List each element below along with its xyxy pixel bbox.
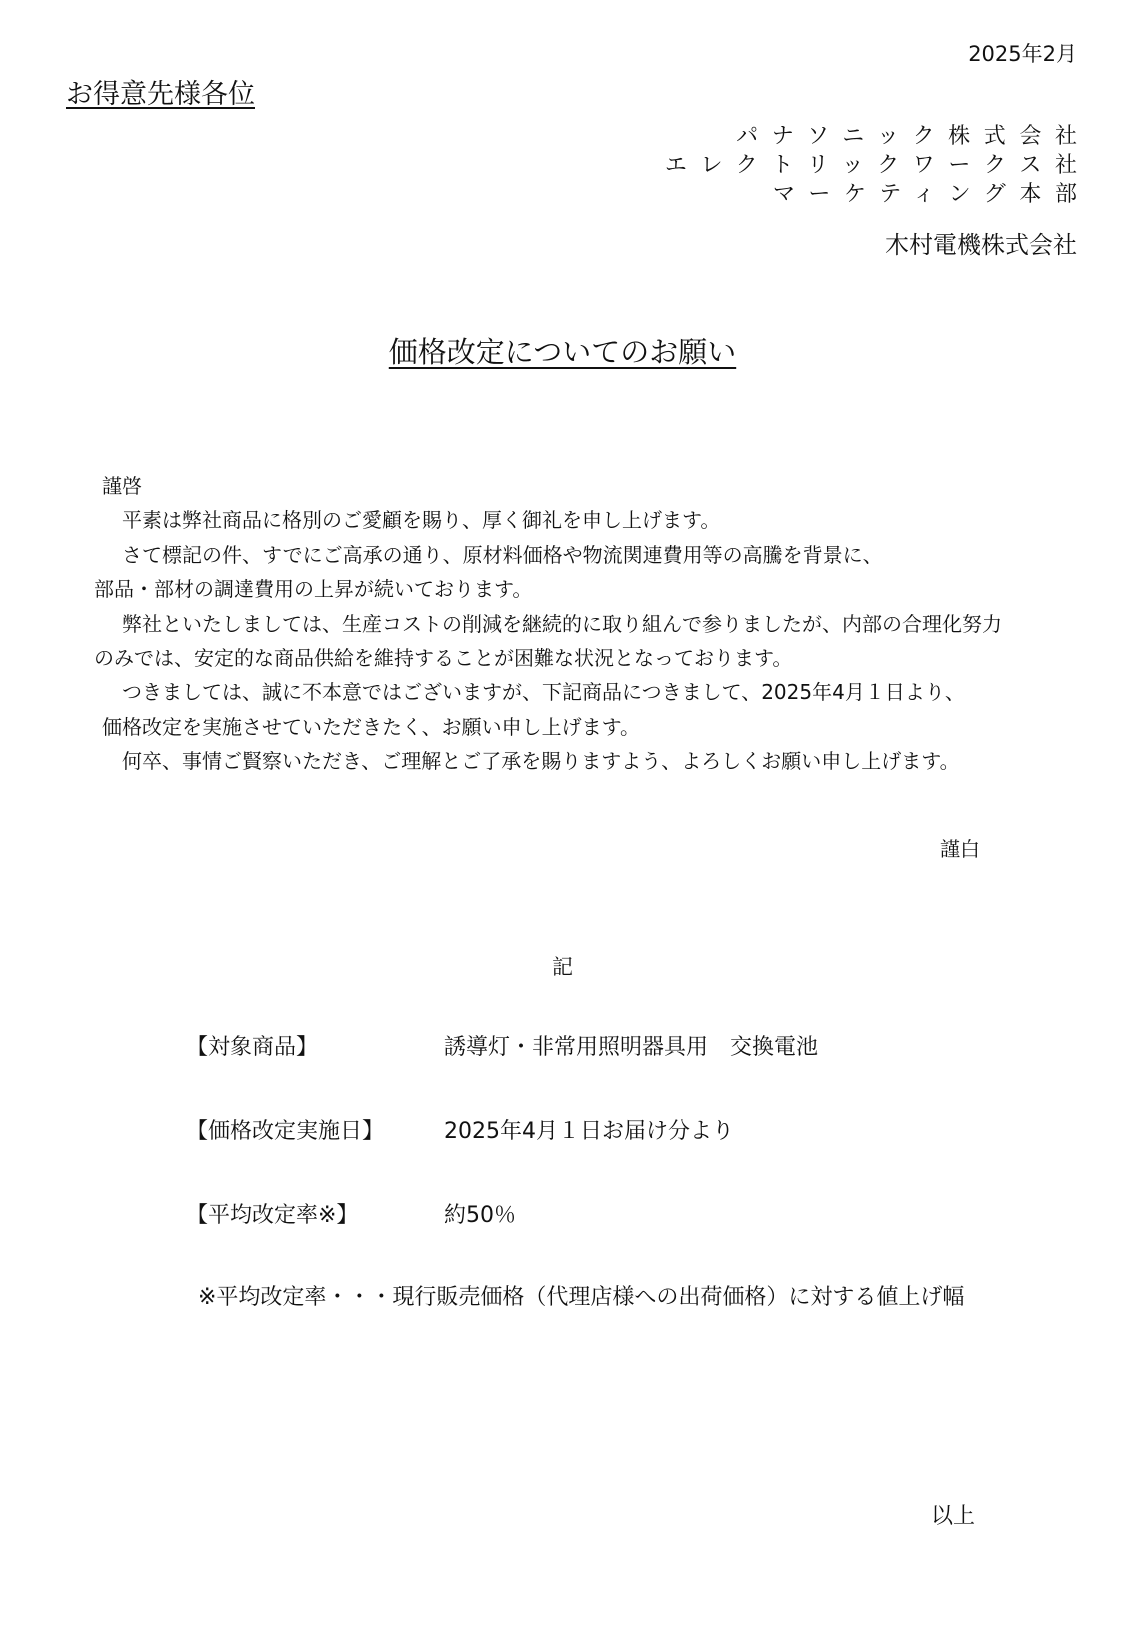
average-rate-label: 【平均改定率※】	[186, 1203, 359, 1228]
issuer-department: マーケティング本部	[772, 182, 1091, 207]
document-title-text: 価格改定についてのお願い	[388, 335, 737, 369]
recipient: お得意先様各位	[66, 79, 255, 110]
target-product-value: 誘導灯・非常用照明器具用 交換電池	[444, 1035, 819, 1060]
body-paragraph: つきましては、誠に不本意ではございますが、下記商品につきまして、2025年4月１日より、	[122, 680, 965, 705]
document-title	[0, 330, 1125, 371]
body-paragraph: 平素は弊社商品に格別のご愛顧を賜り、厚く御礼を申し上げます。	[122, 508, 721, 533]
average-rate-value: 約50％	[444, 1203, 516, 1228]
end-mark: 以上	[930, 1504, 975, 1529]
body-paragraph: 価格改定を実施させていただきたく、お願い申し上げます。	[102, 714, 640, 739]
issuer-block	[664, 122, 1091, 209]
document-date: 2025年2月	[968, 42, 1077, 66]
letter-body	[94, 469, 1002, 779]
opening-salutation: 謹啓	[102, 474, 142, 498]
body-paragraph: 部品・部材の調達費用の上昇が続いております。	[94, 577, 533, 602]
body-paragraph: 何卒、事情ご賢察いただき、ご理解とご了承を賜りますよう、よろしくお願い申し上げます。	[122, 749, 960, 774]
notice-heading: 記	[552, 955, 573, 979]
closing-salutation: 謹白	[940, 837, 980, 861]
effective-date-value: 2025年4月１日お届け分より	[444, 1119, 734, 1144]
body-paragraph: さて標記の件、すでにご高承の通り、原材料価格や物流関連費用等の高騰を背景に、	[122, 542, 883, 567]
target-product-label: 【対象商品】	[186, 1035, 319, 1060]
agent-company: 木村電機株式会社	[885, 231, 1077, 259]
effective-date-label: 【価格改定実施日】	[186, 1119, 385, 1144]
body-paragraph: 弊社といたしましては、生産コストの削減を継続的に取り組んで参りましたが、内部の合理化努力	[122, 611, 1002, 636]
body-paragraph: のみでは、安定的な商品供給を維持することが困難な状況となっております。	[94, 646, 793, 671]
footnote: ※平均改定率・・・現行販売価格（代理店様への出荷価格）に対する値上げ幅	[198, 1285, 965, 1310]
issuer-division: エレクトリックワークス社	[664, 153, 1091, 178]
issuer-company: パナソニック株式会社	[736, 124, 1091, 149]
